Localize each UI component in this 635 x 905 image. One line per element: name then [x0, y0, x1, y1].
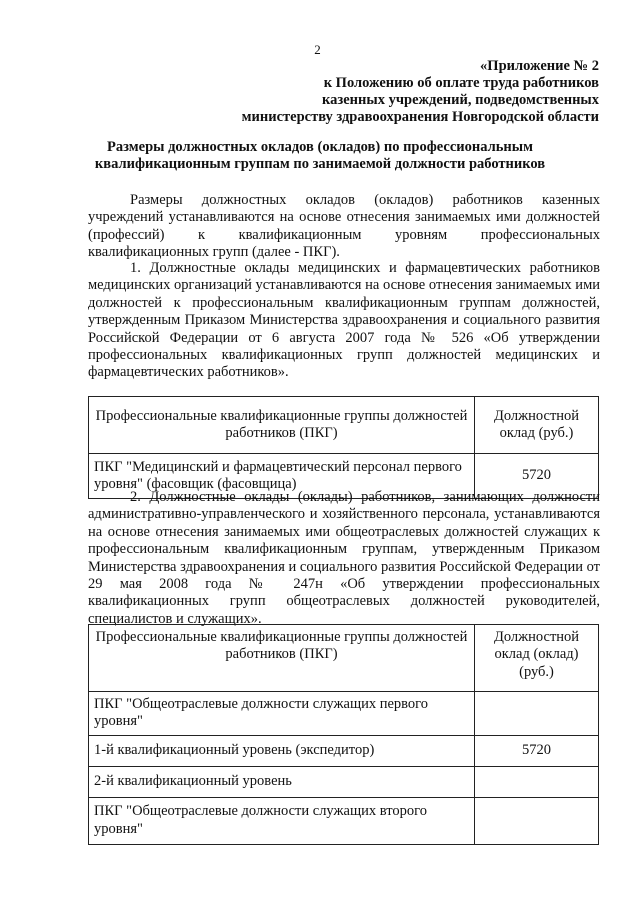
table-header-group: Профессиональные квалификационные группы должностей работников (ПКГ): [89, 625, 475, 692]
table-row: [89, 797, 599, 844]
table-cell-group: 1-й квалификационный уровень (экспедитор): [89, 735, 475, 766]
table-header-salary: Должностной оклад (оклад) (руб.): [475, 625, 599, 692]
paragraph-1: 1. Должностные оклады медицинских и фармацевтических работников медицинских организаций устанавливаются на основе отнесения занимаемых ими должностей к профессиональным квалификационным группам должностей, утвержденным Приказом Министерства здравоохранения и социального развития Российской Федерации от 6 августа 2007 года № 526 «Об утверждении профессиональных квалификационных групп должностей медицинских и фармацевтических работников».: [88, 260, 600, 381]
table-cell-salary: [475, 692, 599, 736]
table-cell-salary: 5720: [475, 735, 599, 766]
appendix-line-3: казенных учреждений, подведомственных: [322, 92, 599, 108]
table-cell-salary: [475, 766, 599, 797]
table-row: [89, 692, 599, 736]
table-header-row: [89, 625, 599, 692]
table-row: [89, 766, 599, 797]
salary-table-general: [88, 624, 599, 845]
table-cell-salary: [475, 797, 599, 844]
table-cell-group: ПКГ "Медицинский и фармацевтический персонал первого уровня" (фасовщик (фасовщица): [89, 454, 475, 499]
table-header-salary: Должностной оклад (руб.): [475, 397, 599, 454]
table-cell-group: 2-й квалификационный уровень: [89, 766, 475, 797]
paragraph-2: 2. Должностные оклады (оклады) работников, занимающих должности административно-управленческого и хозяйственного персонала, устанавливаются на основе отнесения занимаемых ими общеотраслевых должностей служащих к профессиональным квалификационным группам, утвержденным Приказом Министерства здравоохранения и социального развития Российской Федерации от 29 мая 2008 года № 247н «Об утверждении профессиональных квалификационных групп общеотраслевых должностей руководителей, специалистов и служащих».: [88, 489, 600, 627]
appendix-heading: [242, 58, 599, 126]
salary-table-medical: [88, 396, 599, 499]
table-row: [89, 735, 599, 766]
table-header-row: [89, 397, 599, 454]
appendix-line-1: «Приложение № 2: [480, 58, 599, 74]
table-cell-group: ПКГ "Общеотраслевые должности служащих второго уровня": [89, 797, 475, 844]
table-cell-salary: 5720: [475, 454, 599, 499]
document-title: Размеры должностных окладов (окладов) по профессиональным квалификационным группам по занимаемой должности работников: [94, 139, 546, 172]
page-number: 2: [314, 42, 321, 57]
appendix-line-4: министерству здравоохранения Новгородской области: [241, 109, 599, 125]
table-cell-group: ПКГ "Общеотраслевые должности служащих первого уровня": [89, 692, 475, 736]
paragraph-intro: Размеры должностных окладов (окладов) работников казенных учреждений устанавливаются на основе отнесения занимаемых ими должностей (профессий) к квалификационным уровням профессиональных квалификационных групп (далее - ПКГ).: [88, 192, 600, 261]
table-header-group: Профессиональные квалификационные группы должностей работников (ПКГ): [89, 397, 475, 454]
appendix-line-2: к Положению об оплате труда работников: [323, 75, 599, 91]
